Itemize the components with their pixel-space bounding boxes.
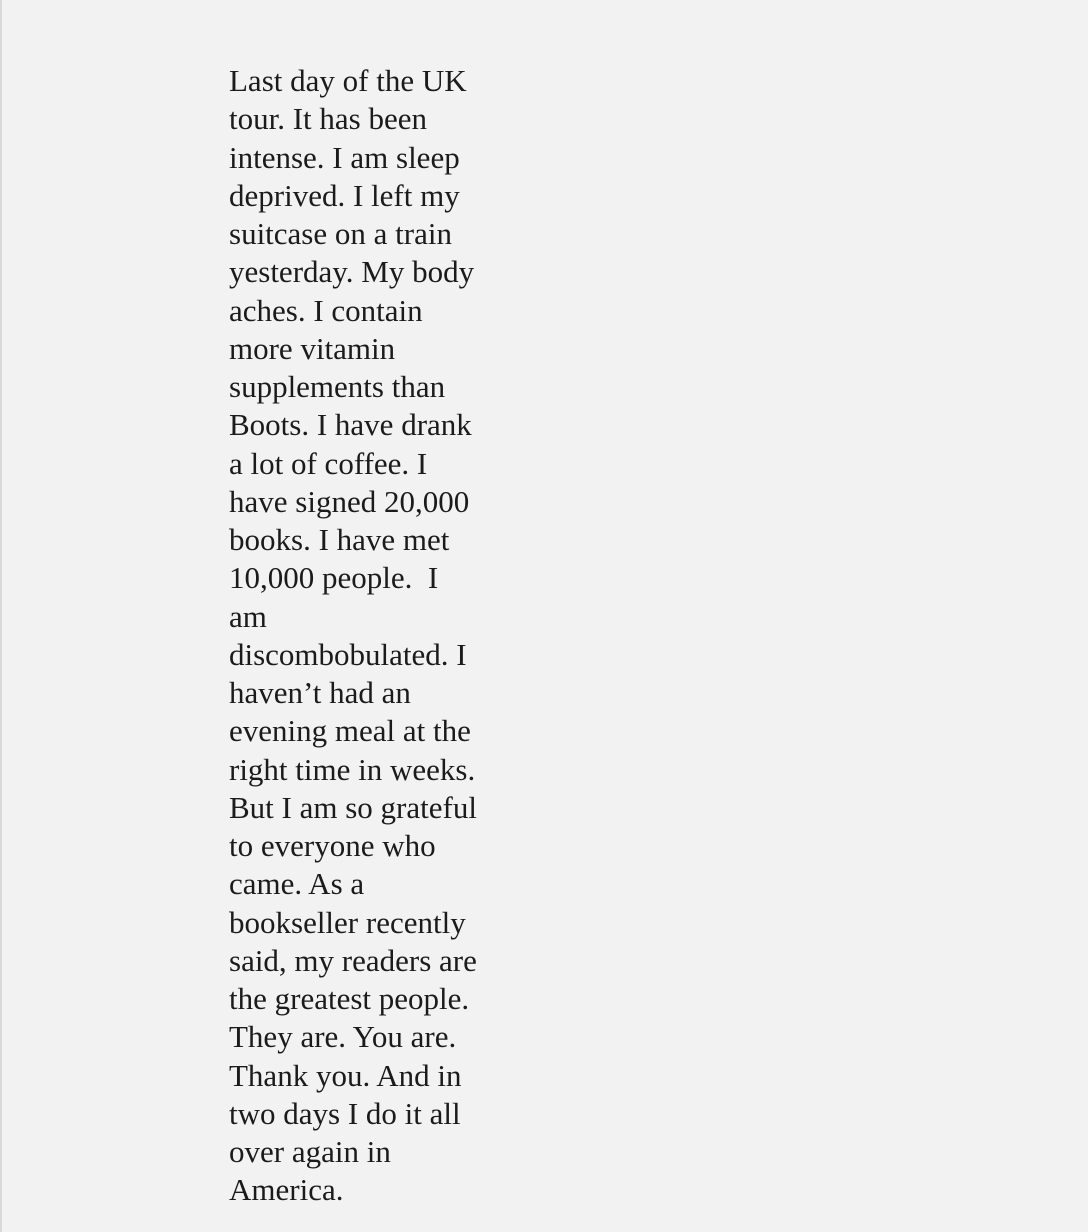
note-line: right time in weeks. <box>229 751 476 787</box>
note-line: supplements than <box>229 369 446 404</box>
note-line: bookseller recently <box>229 904 466 940</box>
note-line: the greatest people. <box>229 981 470 1016</box>
note-line: intense. I am sleep <box>229 139 460 175</box>
note-line: am <box>229 598 267 634</box>
note-line: But I am so grateful <box>229 789 477 825</box>
note-line: have signed 20,000 <box>229 483 470 519</box>
note-line: aches. I contain <box>229 292 423 328</box>
note-line: tour. It has been <box>229 101 428 137</box>
note-line: evening meal at the <box>229 713 471 749</box>
note-line: two days I do it all <box>229 1095 461 1131</box>
note-line: said, my readers are <box>229 942 477 978</box>
page-left-edge <box>0 0 2 1232</box>
note-line: over again in <box>229 1134 391 1169</box>
note-line: They are. You are. <box>229 1019 457 1055</box>
note-line: haven’t had an <box>229 675 411 710</box>
note-line: Last day of the UK <box>229 63 467 98</box>
note-line: Thank you. And in <box>229 1057 462 1093</box>
note-line: more vitamin <box>229 330 396 366</box>
note-line: 10,000 people. I <box>229 560 439 596</box>
note-line: came. As a <box>229 866 365 902</box>
note-line: a lot of coffee. I <box>229 445 428 481</box>
note-line: suitcase on a train <box>229 216 452 251</box>
note-line: America. <box>229 1172 344 1208</box>
note-text-block <box>229 62 549 1210</box>
note-line: yesterday. My body <box>229 254 475 290</box>
note-line: deprived. I left my <box>229 177 460 213</box>
note-line: books. I have met <box>229 522 450 557</box>
note-line: discombobulated. I <box>229 636 467 672</box>
note-line: Boots. I have drank <box>229 407 472 443</box>
note-line: to everyone who <box>229 828 436 863</box>
